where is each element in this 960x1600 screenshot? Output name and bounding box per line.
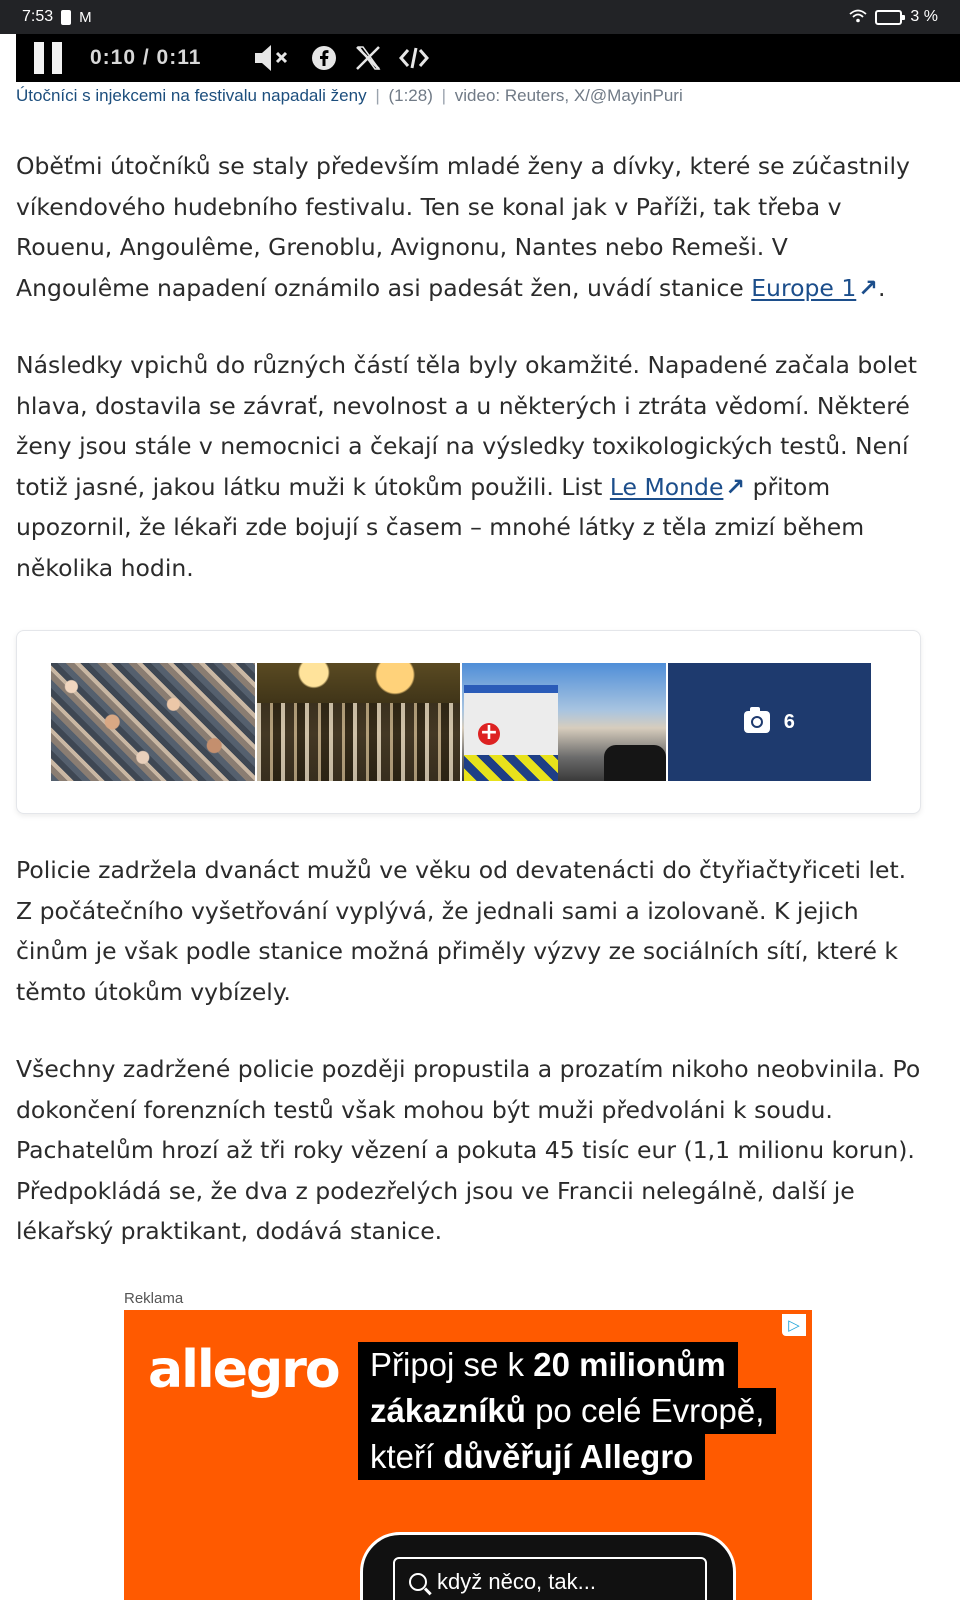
caption-separator: | <box>375 86 380 105</box>
battery-saver-icon <box>61 10 71 25</box>
battery-percent: 3 % <box>910 8 938 25</box>
wifi-icon <box>849 9 867 26</box>
facebook-icon[interactable] <box>311 45 337 71</box>
gallery-more-photos[interactable] <box>668 663 872 781</box>
ad-line-1a: Připoj se k <box>370 1346 534 1383</box>
ad-line-2b: po celé Evropě, <box>525 1392 765 1429</box>
search-icon <box>409 1573 427 1591</box>
europe1-link[interactable]: Europe 1 <box>751 273 857 302</box>
status-time: 7:53 <box>22 8 54 25</box>
paragraph-text: Oběťmi útočníků se staly především mladé ženy a dívky, které se zúčastnily víkendového hudebního festivalu. Ten se konal jak v Paříži, tak třeba v Rouenu, Angoulême, Grenoblu, Avignonu, Nantes nebo Remeši. V Angoulême napadení oznámilo asi padesát žen, uvádí stanice <box>16 152 910 302</box>
le-monde-link[interactable]: Le Monde <box>609 472 724 501</box>
video-controls <box>16 34 960 82</box>
article-paragraph-2 <box>16 345 926 588</box>
photo-count: 6 <box>783 710 795 733</box>
external-link-icon[interactable]: ↗ <box>858 273 878 302</box>
battery-icon <box>875 10 902 25</box>
article-paragraph-4: Všechny zadržené policie později propustila a prozatím nikoho neobvinila. Po dokončení forenzních testů však mohou být muži předvoláni k soudu. Pachatelům hrozí až tři roky vězení a pokuta 45 tisíc eur (1,1 milionu korun). Předpokládá se, že dva z podezřelých jsou ve Francii nelegálně, další je lékařský praktikant, dodává stanice. <box>16 1055 921 1245</box>
allegro-logo: allegro <box>148 1340 339 1400</box>
caption-separator: | <box>441 86 447 105</box>
paragraph-end: . <box>877 273 886 302</box>
advertisement-banner[interactable] <box>124 1310 812 1600</box>
article-paragraph-1 <box>16 146 926 308</box>
ad-search-text: když něco, tak... <box>437 1569 596 1594</box>
external-link-icon[interactable]: ↗ <box>725 472 746 501</box>
photo-gallery[interactable] <box>16 630 921 814</box>
gallery-thumbnail-ambulance[interactable] <box>462 663 666 781</box>
x-icon[interactable] <box>355 45 381 71</box>
gmail-icon: M <box>79 8 92 26</box>
video-caption <box>16 86 946 106</box>
ad-phone-illustration <box>360 1532 736 1600</box>
ad-label: Reklama <box>124 1290 184 1307</box>
video-time: 0:10 / 0:11 <box>90 46 202 69</box>
pause-icon[interactable] <box>34 42 64 74</box>
muted-speaker-icon[interactable] <box>253 43 293 73</box>
video-duration: (1:28) <box>388 86 433 105</box>
adchoices-icon[interactable]: ▷ <box>782 1314 806 1336</box>
article-paragraph-3: Policie zadržela dvanáct mužů ve věku od devatenácti do čtyřiačtyřiceti let. Z počátečního vyšetřování vyplývá, že jednali sami a izolovaně. K jejich činům je však podle stanice možná přiměly výzvy ze sociálních sítí, které k těmto útokům vybízely. <box>16 856 907 1006</box>
gallery-thumbnail-crowd[interactable] <box>51 663 255 781</box>
ad-line-3a: kteří <box>370 1438 444 1475</box>
paragraph-text: přitom upozornil, že lékaři zde bojují s časem – mnohé látky z těla zmizí během několika hodin. <box>16 472 865 582</box>
video-source: video: Reuters, X/@MayinPuri <box>454 86 683 105</box>
camera-icon <box>744 711 770 733</box>
ad-line-2a: zákazníků <box>370 1392 526 1429</box>
ad-search-box <box>393 1557 707 1600</box>
embed-code-icon[interactable] <box>399 45 429 71</box>
paragraph-text: Následky vpichů do různých částí těla byly okamžité. Napadené začala bolet hlava, dostavila se závrať, nevolnost a u některých i ztráta vědomí. Některé ženy jsou stále v nemocnici a čekají na výsledky toxikologických testů. Není totiž jasné, jakou látku muži k útokům použili. List <box>16 351 917 501</box>
video-caption-title[interactable]: Útočníci s injekcemi na festivalu napadali ženy <box>16 86 367 105</box>
ad-line-1b: 20 milionům <box>533 1346 726 1383</box>
status-bar <box>0 0 960 34</box>
gallery-thumbnail-night-crowd[interactable] <box>257 663 461 781</box>
ad-headline <box>358 1342 776 1480</box>
ad-line-3b: důvěřují Allegro <box>443 1438 694 1475</box>
